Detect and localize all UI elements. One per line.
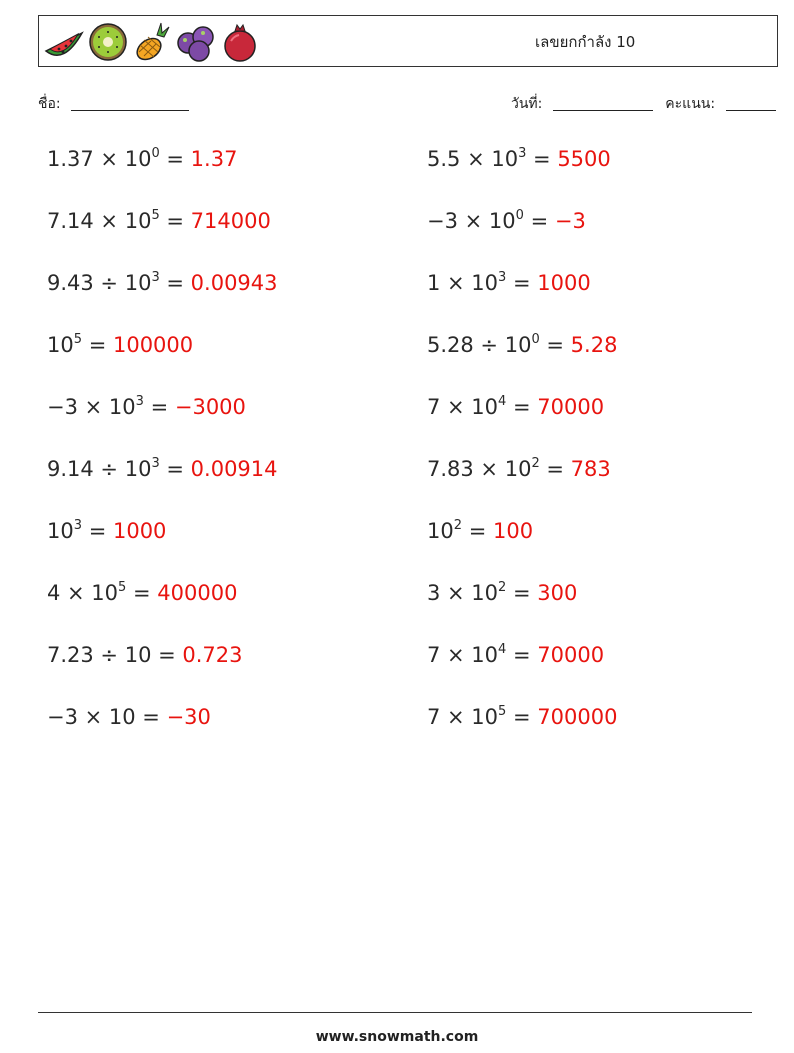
problem-expression: −3 × 10 [47,705,136,729]
problem-expression: 7 × 10 [427,643,499,667]
problem-item [47,705,211,729]
equals-sign: = [506,271,538,295]
problem-exponent: 2 [531,456,540,471]
page-title: เลขยกกำลัง 10 [535,33,636,51]
kiwi-icon [87,21,129,63]
date-blank[interactable] [553,96,653,111]
problem-answer: 714000 [190,209,271,233]
problem-item [47,147,237,171]
equals-sign: = [526,147,558,171]
fruit-icons [43,21,261,63]
problem-exponent: 3 [151,456,160,471]
problem-exponent: 5 [498,704,507,719]
worksheet-header [38,15,778,67]
equals-sign: = [82,333,113,357]
pomegranate-icon [219,21,261,63]
equals-sign: = [539,333,571,357]
problem-answer: 1000 [537,271,591,295]
name-label: ชื่อ: [38,96,61,112]
problem-answer: −3000 [174,395,246,419]
problem-exponent: 2 [498,580,507,595]
problem-expression: 10 [427,519,454,543]
pineapple-icon [131,21,173,63]
equals-sign: = [506,705,538,729]
problem-answer: 70000 [537,643,605,667]
problem-expression: 7 × 10 [427,395,499,419]
equals-sign: = [159,209,191,233]
problem-exponent: 0 [515,208,524,223]
name-field [38,93,189,115]
watermelon-icon [43,21,85,63]
problem-answer: 5500 [557,147,611,171]
equals-sign: = [82,519,113,543]
equals-sign: = [539,457,571,481]
problem-item [427,457,611,481]
problem-item [427,581,577,605]
date-label: วันที่: [511,96,543,112]
problem-exponent: 0 [151,146,160,161]
problem-answer: 700000 [537,705,618,729]
problem-expression: 7 × 10 [427,705,499,729]
problem-expression: 10 [47,333,74,357]
problem-expression: 1.37 × 10 [47,147,152,171]
equals-sign: = [151,643,183,667]
problem-answer: 100000 [112,333,194,357]
problem-item [427,147,611,171]
name-blank[interactable] [71,96,189,111]
problem-expression: 4 × 10 [47,581,119,605]
problem-expression: 7.14 × 10 [47,209,152,233]
problem-exponent: 5 [151,208,160,223]
problem-answer: 783 [570,457,611,481]
problem-expression: 5.5 × 10 [427,147,519,171]
problem-answer: −30 [166,705,211,729]
problem-item [47,643,243,667]
problem-exponent: 5 [73,332,83,347]
footer-url: www.snowmath.com [315,1029,479,1045]
problem-exponent: 3 [135,394,144,409]
problem-exponent: 0 [531,332,540,347]
problem-item [427,519,533,543]
problem-expression: 9.43 ÷ 10 [47,271,152,295]
equals-sign: = [159,271,191,295]
problem-answer: 1.37 [190,147,238,171]
problem-expression: 7.83 × 10 [427,457,532,481]
problem-item [47,333,193,357]
problem-answer: 0.00914 [190,457,278,481]
problem-answer: 0.723 [182,643,243,667]
problem-item [47,209,271,233]
problem-answer: −3 [554,209,586,233]
problem-item [427,271,591,295]
equals-sign: = [159,147,191,171]
problem-exponent: 4 [498,394,507,409]
problem-item [427,333,617,357]
date-score-fields [511,93,776,115]
equals-sign: = [523,209,555,233]
footer-divider [38,1012,752,1013]
equals-sign: = [143,395,175,419]
problem-item [427,643,604,667]
equals-sign: = [159,457,191,481]
equals-sign: = [135,705,167,729]
problem-exponent: 2 [453,518,463,533]
equals-sign: = [506,643,538,667]
problem-item [47,457,278,481]
problem-answer: 100 [492,519,534,543]
problem-answer: 5.28 [570,333,618,357]
problem-exponent: 3 [73,518,83,533]
problem-exponent: 3 [518,146,527,161]
problem-answer: 300 [537,581,578,605]
problem-expression: 1 × 10 [427,271,499,295]
score-label: คะแนน: [665,96,716,112]
problem-expression: 7.23 ÷ 10 [47,643,152,667]
problem-expression: 5.28 ÷ 10 [427,333,532,357]
problem-exponent: 5 [118,580,127,595]
problem-exponent: 3 [498,270,507,285]
problem-item [47,271,278,295]
problem-expression: −3 × 10 [47,395,136,419]
problem-item [427,395,604,419]
equals-sign: = [506,581,538,605]
equals-sign: = [462,519,493,543]
problem-exponent: 4 [498,642,507,657]
problem-item [47,519,166,543]
problem-exponent: 3 [151,270,160,285]
problem-expression: 3 × 10 [427,581,499,605]
problem-answer: 400000 [157,581,238,605]
problem-item [47,395,246,419]
problem-answer: 1000 [112,519,167,543]
plum-icon [175,21,217,63]
score-blank[interactable] [726,96,776,111]
problem-answer: 70000 [537,395,605,419]
problem-item [427,705,617,729]
equals-sign: = [126,581,158,605]
problem-expression: 9.14 ÷ 10 [47,457,152,481]
problem-expression: −3 × 10 [427,209,516,233]
equals-sign: = [506,395,538,419]
problem-expression: 10 [47,519,74,543]
problem-item [47,581,237,605]
problem-answer: 0.00943 [190,271,278,295]
problem-item [427,209,586,233]
